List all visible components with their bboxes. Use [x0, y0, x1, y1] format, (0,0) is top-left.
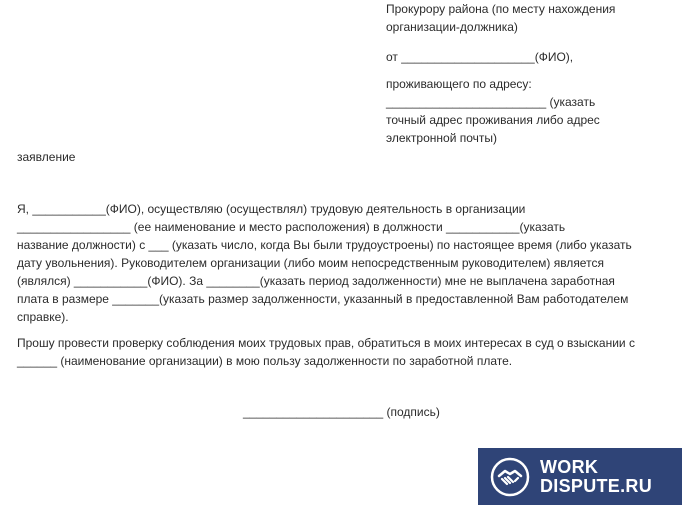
site-logo[interactable]: [478, 448, 682, 505]
document-title: заявление: [17, 150, 76, 164]
address-line: электронной почты): [386, 131, 498, 145]
addressee-line: организации-должника): [386, 20, 518, 34]
paragraph-line: _________________ (ее наименование и место расположения) в должности ___________(указать: [17, 220, 566, 234]
paragraph-line: справке).: [17, 310, 69, 324]
address-line: точный адрес проживания либо адрес: [386, 113, 600, 127]
address-label: проживающего по адресу:: [386, 77, 532, 91]
logo-text-line: WORK: [540, 456, 599, 477]
address-line: ________________________ (указать: [386, 95, 596, 109]
request-paragraph: [17, 334, 665, 370]
addressee-line: Прокурору района (по месту нахождения: [386, 2, 616, 16]
handshake-icon: [490, 457, 530, 497]
statement-paragraph: [17, 200, 665, 326]
paragraph-line: плата в размере _______(указать размер задолженности, указанный в предоставленной Вам работодателем: [17, 292, 629, 306]
signature-line: _____________________ (подпись): [243, 405, 440, 419]
paragraph-line: Я, ___________(ФИО), осуществляю (осуществлял) трудовую деятельность в организации: [17, 202, 526, 216]
logo-text: [540, 458, 652, 496]
addressee-block: [386, 0, 676, 147]
paragraph-line: (являлся) ___________(ФИО). За ________(указать период задолженности) мне не выплачена заработная: [17, 274, 615, 288]
logo-text-line: DISPUTE.RU: [540, 475, 653, 496]
paragraph-line: ______ (наименование организации) в мою пользу задолженности по заработной плате.: [17, 354, 513, 368]
from-line: от ____________________(ФИО),: [386, 50, 574, 64]
paragraph-line: Прошу провести проверку соблюдения моих трудовых прав, обратиться в моих интересах в суд о взыскании с: [17, 336, 635, 350]
paragraph-line: дату увольнения). Руководителем организации (либо моим непосредственным руководителем) является: [17, 256, 604, 270]
paragraph-line: название должности) с ___ (указать число, когда Вы были трудоустроены) по настоящее время (либо указать: [17, 238, 632, 252]
